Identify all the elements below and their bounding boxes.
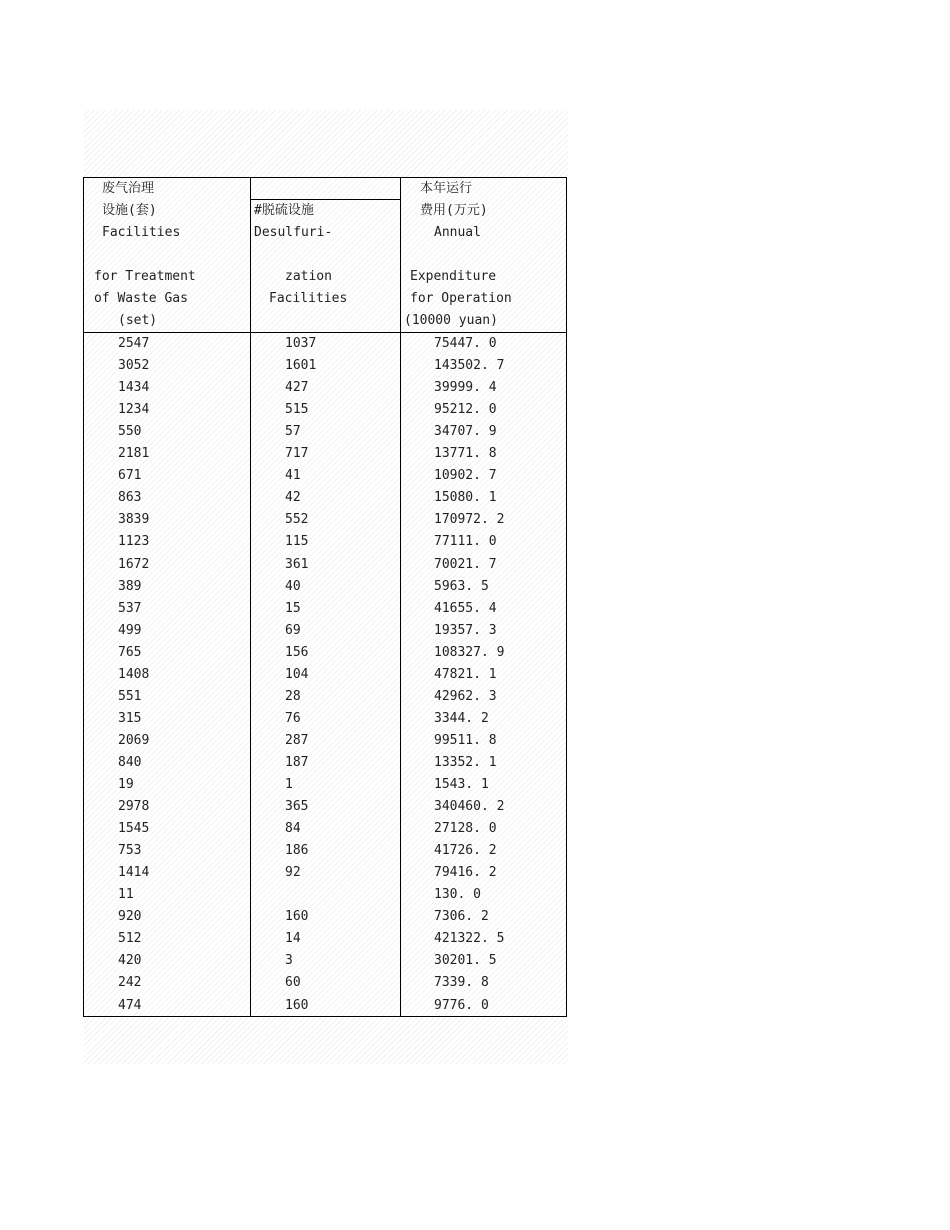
data-table <box>83 177 567 1017</box>
table-cell: 130. 0 <box>434 887 481 903</box>
header-col3-line: 费用(万元) <box>420 203 488 218</box>
table-cell: 1434 <box>118 380 150 396</box>
table-cell: 19 <box>118 777 134 792</box>
header-col1-line: (set) <box>118 313 158 328</box>
table-cell: 717 <box>285 446 309 462</box>
table-cell: 840 <box>118 754 142 770</box>
header-col3-line: Annual <box>434 225 481 240</box>
table-cell: 15 <box>285 600 301 616</box>
header-col1-line: for Treatment <box>94 269 196 284</box>
table-cell: 57 <box>285 424 301 440</box>
table-cell: 242 <box>118 975 142 991</box>
table-cell: 77111. 0 <box>434 534 497 550</box>
header-col2-line: Facilities <box>269 291 348 306</box>
table-cell: 671 <box>118 468 142 484</box>
table-cell: 156 <box>285 644 309 660</box>
table-cell: 427 <box>285 380 309 396</box>
table-cell: 27128. 0 <box>434 821 497 837</box>
table-cell: 69 <box>285 622 301 638</box>
header-col1-line: of Waste Gas <box>94 291 188 306</box>
table-cell: 1037 <box>285 336 317 351</box>
table-cell: 34707. 9 <box>434 424 497 440</box>
table-cell: 365 <box>285 799 309 815</box>
table-cell: 99511. 8 <box>434 732 497 748</box>
table-cell: 10902. 7 <box>434 468 497 484</box>
table-cell: 1 <box>285 777 293 792</box>
table-cell: 11 <box>118 887 134 903</box>
table-cell: 1123 <box>118 534 150 550</box>
table-cell: 28 <box>285 688 301 704</box>
header-col2-line: zation <box>285 269 332 284</box>
table-cell: 170972. 2 <box>434 512 505 528</box>
header-col3-line: for Operation <box>410 291 512 306</box>
table-cell: 7339. 8 <box>434 975 489 991</box>
table-cell: 753 <box>118 843 142 859</box>
table-cell: 537 <box>118 600 142 616</box>
table-cell: 160 <box>285 909 309 925</box>
table-cell: 420 <box>118 953 142 969</box>
hatch-top <box>84 110 568 178</box>
header-col1-line: 废气治理 <box>102 181 155 196</box>
header-col3-line: 本年运行 <box>420 181 473 196</box>
table-cell: 15080. 1 <box>434 490 497 506</box>
table-cell: 143502. 7 <box>434 358 505 374</box>
table-cell: 92 <box>285 865 301 881</box>
table-cell: 95212. 0 <box>434 402 497 418</box>
table-cell: 9776. 0 <box>434 997 489 1013</box>
table-cell: 550 <box>118 424 142 440</box>
table-cell: 79416. 2 <box>434 865 497 881</box>
table-cell: 1601 <box>285 358 317 374</box>
table-cell: 104 <box>285 666 309 682</box>
table-cell: 515 <box>285 402 309 418</box>
table-cell: 40 <box>285 578 301 594</box>
header-col3-line: Expenditure <box>410 269 497 284</box>
table-cell: 1408 <box>118 666 150 682</box>
table-cell: 474 <box>118 997 142 1013</box>
table-cell: 863 <box>118 490 142 506</box>
header-col3-line: (10000 yuan) <box>404 313 498 328</box>
table-cell: 7306. 2 <box>434 909 489 925</box>
table-cell: 3 <box>285 953 293 969</box>
table-cell: 5963. 5 <box>434 578 489 594</box>
table-cell: 1545 <box>118 821 150 837</box>
table-cell: 1234 <box>118 402 150 418</box>
table-cell: 1414 <box>118 865 150 881</box>
table-cell: 108327. 9 <box>434 644 505 660</box>
table-cell: 2547 <box>118 336 150 351</box>
table-cell: 76 <box>285 710 301 726</box>
table-cell: 287 <box>285 732 309 748</box>
table-cell: 30201. 5 <box>434 953 497 969</box>
header-col2-line: #脱硫设施 <box>254 203 314 218</box>
table-cell: 920 <box>118 909 142 925</box>
column-divider-1 <box>250 178 251 1016</box>
table-cell: 2181 <box>118 446 150 462</box>
table-cell: 1543. 1 <box>434 777 489 792</box>
header-col1-line: 设施(套) <box>102 203 157 218</box>
table-cell: 41655. 4 <box>434 600 497 616</box>
header-col1-line: Facilities <box>102 225 181 240</box>
table-cell: 340460. 2 <box>434 799 505 815</box>
table-cell: 315 <box>118 710 142 726</box>
table-cell: 115 <box>285 534 309 550</box>
table-cell: 186 <box>285 843 309 859</box>
table-cell: 2069 <box>118 732 150 748</box>
header-col2-line: Desulfuri- <box>254 225 333 240</box>
table-cell: 39999. 4 <box>434 380 497 396</box>
table-cell: 47821. 1 <box>434 666 497 682</box>
table-cell: 499 <box>118 622 142 638</box>
table-cell: 389 <box>118 578 142 594</box>
table-cell: 421322. 5 <box>434 931 505 947</box>
table-cell: 19357. 3 <box>434 622 497 638</box>
table-cell: 552 <box>285 512 309 528</box>
table-cell: 765 <box>118 644 142 660</box>
table-cell: 361 <box>285 556 309 572</box>
table-cell: 512 <box>118 931 142 947</box>
table-cell: 3839 <box>118 512 150 528</box>
table-cell: 75447. 0 <box>434 336 497 351</box>
table-cell: 187 <box>285 754 309 770</box>
table-cell: 84 <box>285 821 301 837</box>
table-cell: 1672 <box>118 556 150 572</box>
table-cell: 13771. 8 <box>434 446 497 462</box>
table-cell: 2978 <box>118 799 150 815</box>
table-cell: 3052 <box>118 358 150 374</box>
table-cell: 42962. 3 <box>434 688 497 704</box>
table-cell: 3344. 2 <box>434 710 489 726</box>
table-cell: 60 <box>285 975 301 991</box>
hatch-bottom <box>84 1018 568 1064</box>
table-cell: 551 <box>118 688 142 704</box>
table-cell: 41726. 2 <box>434 843 497 859</box>
table-cell: 13352. 1 <box>434 754 497 770</box>
table-cell: 14 <box>285 931 301 947</box>
table-cell: 70021. 7 <box>434 556 497 572</box>
table-cell: 42 <box>285 490 301 506</box>
column-divider-2 <box>400 178 401 1016</box>
table-cell: 41 <box>285 468 301 484</box>
table-cell: 160 <box>285 997 309 1013</box>
